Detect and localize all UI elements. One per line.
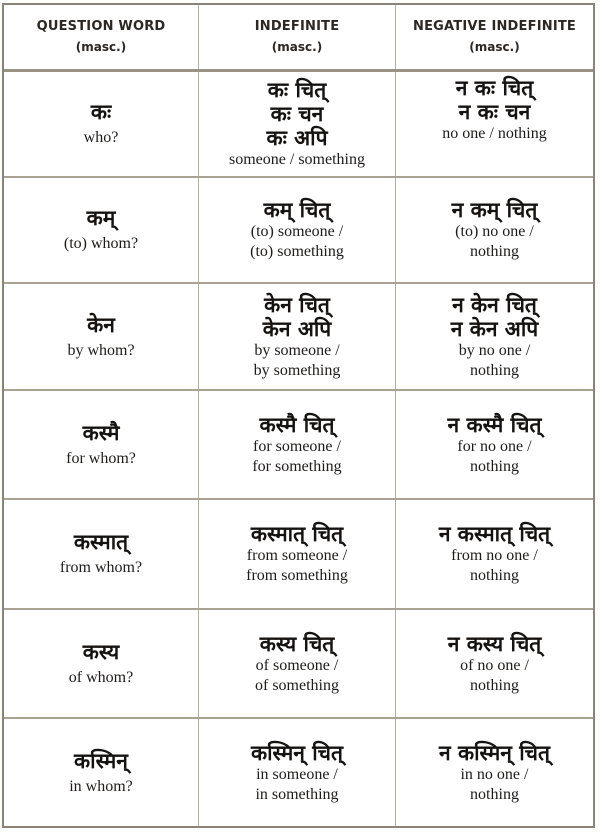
question-word-cell bbox=[4, 500, 199, 608]
question-word-cell bbox=[4, 72, 199, 176]
english-indefinite: of someone / bbox=[255, 656, 339, 674]
sanskrit-question-word: कस्य bbox=[82, 639, 120, 664]
table-row bbox=[4, 284, 593, 391]
english-indefinite: (to) someone / bbox=[250, 223, 344, 240]
sanskrit-negative: न केन चित् bbox=[452, 292, 537, 317]
table-row bbox=[4, 719, 593, 826]
english-indefinite: in someone / bbox=[256, 765, 338, 783]
negative-cell bbox=[396, 610, 593, 717]
indefinite-cell bbox=[199, 284, 396, 389]
english-question-word: in whom? bbox=[69, 777, 133, 795]
english-negative: nothing bbox=[470, 243, 519, 260]
table-row bbox=[4, 610, 593, 719]
sanskrit-indefinite: कः चित् bbox=[267, 78, 327, 102]
sanskrit-indefinite: कस्य चित् bbox=[259, 631, 335, 656]
question-word-cell bbox=[4, 719, 199, 826]
header-subtitle: (masc.) bbox=[271, 40, 323, 54]
english-negative: by no one / bbox=[458, 341, 531, 359]
sanskrit-indefinite: कस्मिन् चित् bbox=[250, 740, 343, 765]
sanskrit-indefinite: कः अपि bbox=[266, 126, 328, 150]
english-question-word: of whom? bbox=[68, 668, 134, 686]
header-negative-indefinite bbox=[396, 5, 593, 69]
english-negative: nothing bbox=[470, 361, 519, 379]
table-row bbox=[4, 500, 593, 610]
header-indefinite bbox=[199, 5, 396, 69]
indefinite-cell bbox=[199, 500, 396, 608]
english-indefinite: by someone / bbox=[254, 341, 340, 359]
header-title: INDEFINITE bbox=[254, 19, 340, 34]
table-row bbox=[4, 178, 593, 284]
pronoun-table bbox=[2, 3, 595, 828]
header-question-word bbox=[4, 5, 199, 69]
sanskrit-question-word: कः bbox=[90, 100, 112, 124]
header-subtitle: (masc.) bbox=[469, 40, 520, 54]
english-negative: nothing bbox=[470, 567, 519, 584]
sanskrit-question-word: कम् bbox=[86, 206, 116, 230]
sanskrit-question-word: कस्मै bbox=[82, 420, 120, 445]
sanskrit-negative: न कम् चित् bbox=[451, 198, 538, 222]
english-indefinite: from someone / bbox=[246, 547, 348, 564]
sanskrit-indefinite: केन अपि bbox=[262, 316, 332, 341]
question-word-cell bbox=[4, 284, 199, 389]
sanskrit-negative: न कस्मिन् चित् bbox=[439, 740, 550, 765]
english-negative: (to) no one / bbox=[455, 223, 534, 240]
english-negative: of no one / bbox=[460, 656, 529, 674]
table-row bbox=[4, 391, 593, 500]
sanskrit-negative: न कस्मै चित् bbox=[447, 412, 542, 437]
negative-cell bbox=[396, 391, 593, 498]
negative-cell bbox=[396, 719, 593, 826]
negative-cell bbox=[396, 500, 593, 608]
indefinite-cell bbox=[199, 178, 396, 282]
sanskrit-indefinite: कस्मै चित् bbox=[259, 412, 335, 437]
english-negative: in no one / bbox=[460, 765, 529, 783]
header-subtitle: (masc.) bbox=[75, 40, 127, 54]
english-indefinite: in something bbox=[255, 785, 339, 803]
negative-cell bbox=[396, 284, 593, 389]
sanskrit-indefinite: केन चित् bbox=[264, 292, 330, 317]
english-question-word: (to) whom? bbox=[63, 235, 139, 252]
sanskrit-negative: न कस्य चित् bbox=[447, 631, 542, 656]
english-indefinite: from something bbox=[246, 567, 348, 584]
sanskrit-question-word: कस्मात् bbox=[73, 530, 129, 554]
table-header-row bbox=[4, 5, 593, 72]
english-indefinite: for someone / bbox=[253, 437, 341, 455]
indefinite-cell bbox=[199, 72, 396, 176]
english-negative: for no one / bbox=[457, 437, 532, 455]
negative-cell bbox=[396, 72, 593, 176]
indefinite-cell bbox=[199, 391, 396, 498]
table-row bbox=[4, 72, 593, 178]
english-negative: nothing bbox=[470, 785, 519, 803]
english-negative: nothing bbox=[470, 676, 519, 694]
sanskrit-indefinite: कस्मात् चित् bbox=[250, 522, 344, 546]
english-question-word: who? bbox=[83, 129, 119, 146]
sanskrit-negative: न कः चन bbox=[458, 100, 531, 124]
english-negative: no one / nothing bbox=[442, 125, 547, 142]
english-indefinite: someone / something bbox=[229, 151, 365, 168]
english-question-word: from whom? bbox=[59, 559, 143, 576]
english-indefinite: for something bbox=[252, 457, 342, 475]
header-title: QUESTION WORD bbox=[36, 19, 166, 34]
english-indefinite: of something bbox=[255, 676, 339, 694]
sanskrit-indefinite: कः चन bbox=[270, 102, 324, 126]
question-word-cell bbox=[4, 391, 199, 498]
sanskrit-indefinite: कम् चित् bbox=[263, 198, 331, 222]
negative-cell bbox=[396, 178, 593, 282]
sanskrit-negative: न कस्मात् चित् bbox=[438, 522, 551, 546]
sanskrit-negative: न कः चित् bbox=[455, 76, 534, 100]
english-indefinite: (to) something bbox=[250, 243, 344, 260]
english-negative: nothing bbox=[470, 457, 519, 475]
indefinite-cell bbox=[199, 719, 396, 826]
sanskrit-question-word: केन bbox=[87, 312, 115, 337]
indefinite-cell bbox=[199, 610, 396, 717]
english-negative: from no one / bbox=[451, 547, 538, 564]
question-word-cell bbox=[4, 178, 199, 282]
sanskrit-question-word: कस्मिन् bbox=[74, 748, 128, 773]
english-question-word: for whom? bbox=[66, 449, 136, 467]
sanskrit-negative: न केन अपि bbox=[450, 316, 539, 341]
question-word-cell bbox=[4, 610, 199, 717]
header-title: NEGATIVE INDEFINITE bbox=[412, 19, 577, 34]
english-indefinite: by something bbox=[253, 361, 341, 379]
english-question-word: by whom? bbox=[67, 341, 135, 359]
